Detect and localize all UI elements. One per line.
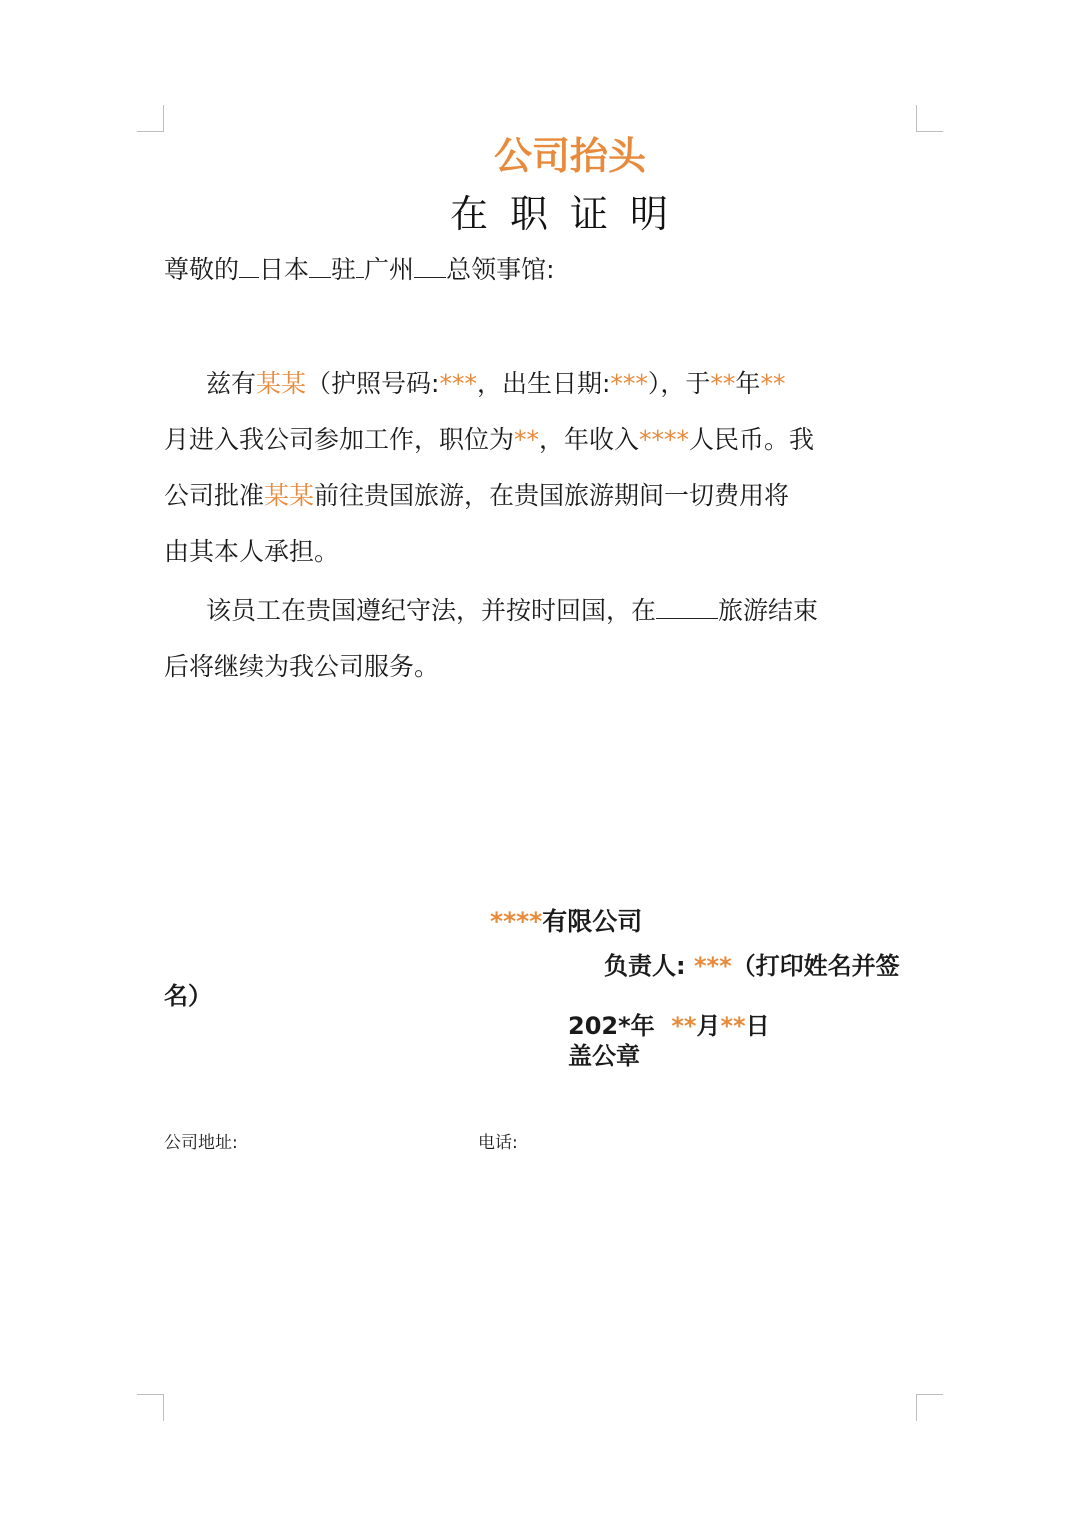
- paragraph-employment: [164, 356, 916, 580]
- company-name-placeholder: ****: [490, 907, 543, 936]
- company-letterhead: 公司抬头: [493, 134, 646, 178]
- salutation-city: 广州: [364, 255, 415, 284]
- blank-underline: [356, 257, 364, 278]
- join-month: **: [760, 369, 786, 398]
- signer-line: [604, 948, 900, 984]
- date-month: **: [671, 1012, 697, 1040]
- annual-income: ****: [639, 425, 690, 454]
- signature-date: 202*年 **月**日: [568, 1012, 770, 1040]
- paragraph-line: 月进入我公司参加工作，职位为**，年收入****人民币。我: [164, 425, 815, 454]
- salutation-prefix: 尊敬的: [164, 255, 240, 284]
- blank-underline: [239, 257, 259, 278]
- salutation-country: 日本: [259, 255, 310, 284]
- company-name: ****有限公司: [490, 907, 643, 936]
- paragraph-line: 公司批准某某前往贵国旅游，在贵国旅游期间一切费用将: [164, 481, 790, 510]
- birth-date: ***: [610, 369, 648, 398]
- paragraph-line: 兹有某某（护照号码:***，出生日期:***），于**年**: [206, 369, 786, 398]
- paragraph-line: 该员工在贵国遵纪守法，并按时回国，在 旅游结束: [206, 596, 819, 625]
- signer-note: （打印姓名并签: [731, 952, 900, 980]
- footer-address-label: 公司地址:: [164, 1133, 238, 1153]
- join-year: **: [710, 369, 736, 398]
- salutation-suffix: 总领事馆:: [446, 255, 555, 284]
- blank-underline: [656, 598, 718, 619]
- blank-underline: [414, 257, 446, 278]
- signer-label: 负责人:: [604, 952, 686, 980]
- footer-phone-label: 电话:: [478, 1133, 518, 1153]
- job-position: **: [514, 425, 540, 454]
- employee-name: 某某: [264, 481, 315, 510]
- salutation: [164, 245, 555, 295]
- company-seal-label: 盖公章: [568, 1042, 640, 1070]
- signer-name: ***: [693, 952, 732, 980]
- passport-number: ***: [439, 369, 477, 398]
- paragraph-line: 后将继续为我公司服务。: [164, 652, 440, 681]
- salutation-mid: 驻: [331, 255, 357, 284]
- employee-name: 某某: [256, 369, 307, 398]
- date-day: **: [720, 1012, 746, 1040]
- blank-underline: [309, 257, 331, 278]
- document-title: 在职证明: [449, 192, 690, 236]
- paragraph-line: 由其本人承担。: [164, 537, 340, 566]
- crop-mark-bottom-right: [916, 1394, 943, 1421]
- crop-mark-bottom-left: [137, 1394, 164, 1421]
- paragraph-guarantee: [164, 583, 916, 695]
- signer-note-continued: 名）: [164, 982, 212, 1010]
